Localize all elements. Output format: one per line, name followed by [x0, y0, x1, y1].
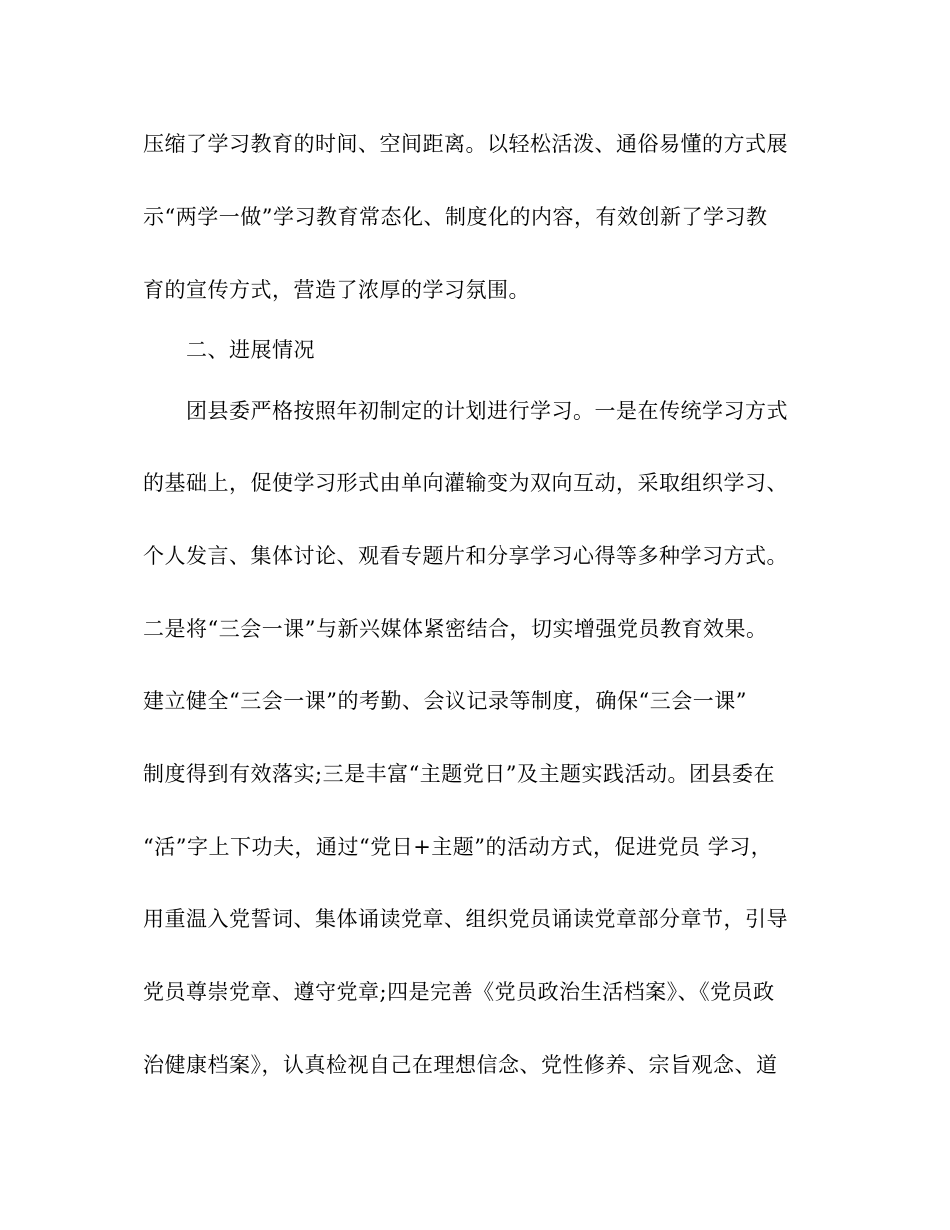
text-line: 压缩了学习教育的时间、空间距离。以轻松活泼、通俗易懂的方式展: [143, 132, 788, 156]
text-line: 用重温入党誓词、集体诵读党章、组织党员诵读党章部分章节，引导: [143, 907, 788, 931]
text-line: 制度得到有效落实;三是丰富“主题党日”及主题实践活动。团县委在: [143, 762, 776, 786]
text-line: 团县委严格按照年初制定的计划进行学习。一是在传统学习方式: [186, 399, 788, 423]
text-line: 育的宣传方式，营造了浓厚的学习氛围。: [143, 278, 530, 302]
text-line: 个人发言、集体讨论、观看专题片和分享学习心得等多种学习方式。: [143, 544, 788, 568]
text-line: 二是将“三会一课”与新兴媒体紧密结合，切实增强党员教育效果。: [143, 617, 768, 641]
text-line: 的基础上，促使学习形式由单向灌输变为双向互动，采取组织学习、: [143, 471, 788, 495]
text-line: 治健康档案》，认真检视自己在理想信念、党性修养、宗旨观念、道: [143, 1053, 778, 1077]
text-line: “活”字上下功夫，通过“党日+主题”的活动方式，促进党员 学习，: [143, 835, 773, 859]
text-line: 示“两学一做”学习教育常态化、制度化的内容，有效创新了学习教: [143, 205, 768, 229]
text-line: 党员尊崇党章、遵守党章;四是完善《党员政治生活档案》、《党员政: [143, 980, 775, 1004]
section-heading: 二、进展情况: [186, 338, 315, 362]
text-line: 建立健全“三会一课”的考勤、会议记录等制度，确保“三会一课”: [143, 689, 747, 713]
